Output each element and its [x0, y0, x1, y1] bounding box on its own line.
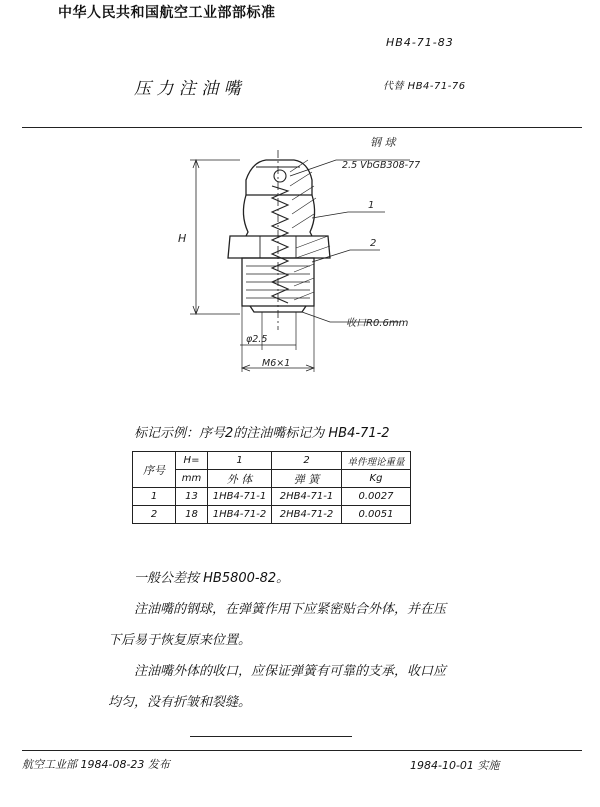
th-weight-unit: Kg: [342, 470, 411, 488]
th-h: H=: [176, 452, 208, 470]
org-heading: 中华人民共和国航空工业部部标准: [58, 5, 276, 21]
diameter-dim-label: φ2.5: [246, 334, 268, 345]
cell-h: 13: [176, 488, 208, 506]
note-1-line-1: 注油嘴的钢球，在弹簧作用下应紧密贴合外体，并在压: [134, 602, 447, 617]
leader-1: [312, 212, 385, 218]
callout-2: 2: [370, 238, 377, 249]
note-2-line-1: 注油嘴外体的收口，应保证弹簧有可靠的支承，收口应: [134, 664, 447, 679]
standard-number: HB4-71-83: [386, 36, 454, 49]
cell-spring: 2HB4-71-1: [272, 488, 342, 506]
footer-short-rule: [190, 736, 352, 737]
table-row: [133, 506, 411, 524]
effective-date: 1984-10-01 实施: [410, 759, 500, 772]
callout-1: 1: [368, 200, 375, 211]
cell-serial: 2: [133, 506, 176, 524]
height-dim-label: H: [178, 232, 187, 245]
ball-spec: 2.5 VbGB308-77: [342, 160, 421, 171]
marking-example: 标记示例：序号2的注油嘴标记为 HB4-71-2: [134, 426, 390, 441]
footer-rule: [22, 750, 582, 751]
note-2-line-2: 均匀，没有折皱和裂缝。: [108, 695, 252, 710]
nipple-dome: [246, 160, 312, 195]
replaces-note: 代替 HB4-71-76: [383, 81, 466, 92]
th-col1: 1: [208, 452, 272, 470]
th-weight: 单件理论重量: [342, 452, 411, 470]
th-col2: 2: [272, 452, 342, 470]
ball-label: 钢 球: [370, 136, 396, 149]
th-col1-sub: 外 体: [208, 470, 272, 488]
spring: [272, 186, 288, 303]
thread-dim-label: M6×1: [262, 358, 291, 369]
cell-weight: 0.0027: [342, 488, 411, 506]
spec-table: [132, 451, 411, 524]
th-serial: 序号: [133, 452, 176, 488]
nipple-drawing: [0, 0, 600, 400]
table-header-row: [133, 452, 411, 470]
doc-title: 压 力 注 油 嘴: [134, 79, 241, 99]
table-row: [133, 488, 411, 506]
hex-nut: [228, 236, 330, 258]
cell-body: 1HB4-71-1: [208, 488, 272, 506]
cell-serial: 1: [133, 488, 176, 506]
cell-spring: 2HB4-71-2: [272, 506, 342, 524]
section-hatch: [290, 160, 330, 300]
th-col2-sub: 弹 簧: [272, 470, 342, 488]
tolerance-note: 一般公差按 HB5800-82。: [134, 571, 290, 586]
cell-weight: 0.0051: [342, 506, 411, 524]
note-1-line-2: 下后易于恢复原来位置。: [108, 633, 252, 648]
cell-body: 1HB4-71-2: [208, 506, 272, 524]
issue-date: 航空工业部 1984-08-23 发布: [22, 758, 170, 771]
leader-2: [312, 250, 380, 262]
crimp-label: 收口R0.6mm: [346, 318, 409, 329]
th-h-unit: mm: [176, 470, 208, 488]
cell-h: 18: [176, 506, 208, 524]
steel-ball: [274, 170, 286, 182]
